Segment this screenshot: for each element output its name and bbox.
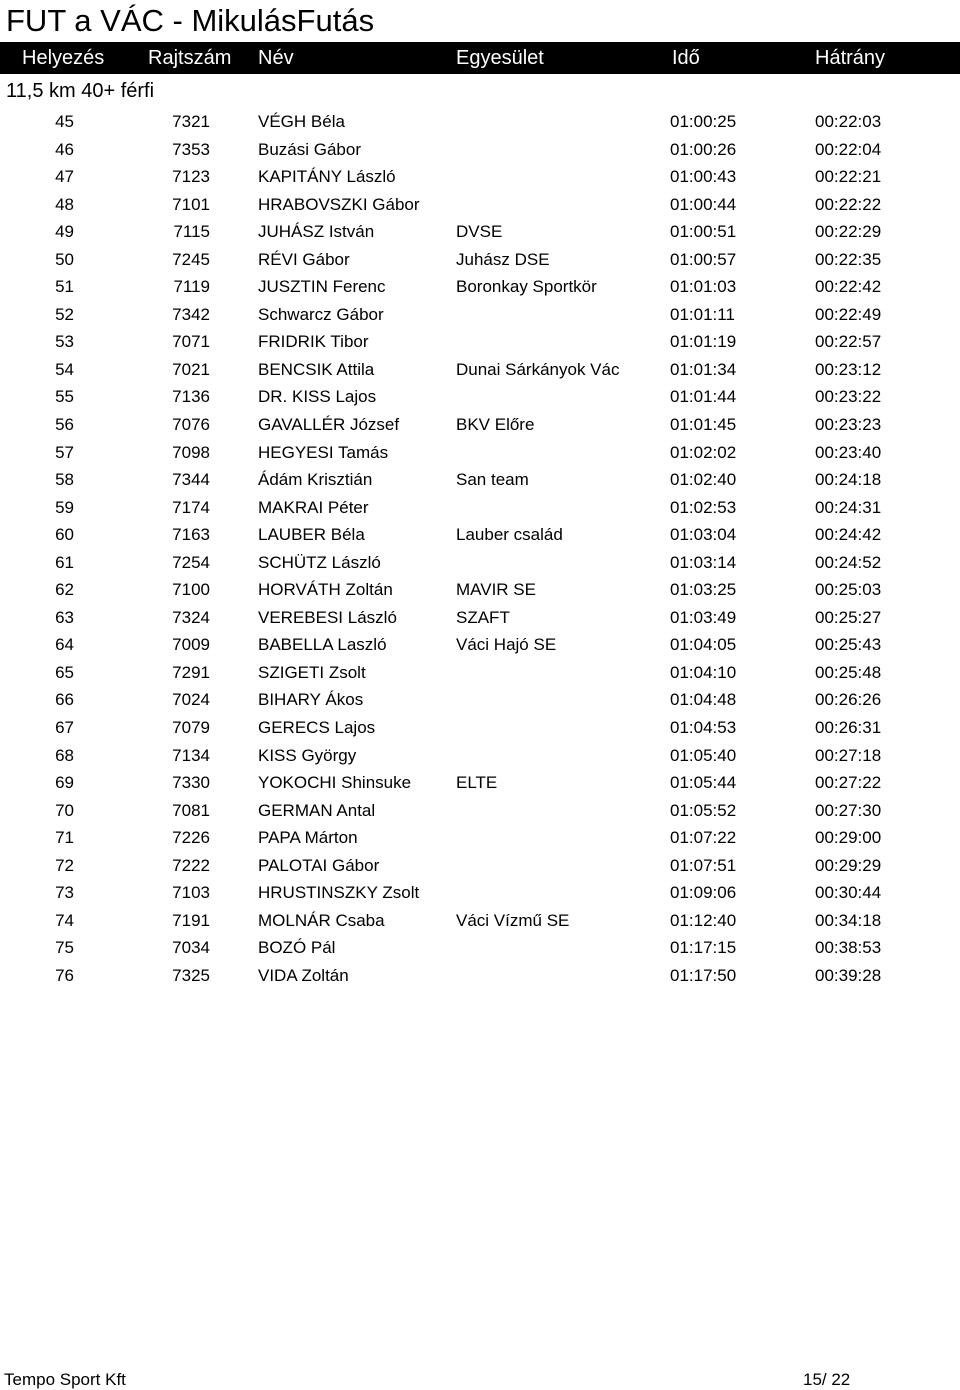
rank-cell: 61 [55,552,74,572]
club-cell: San team [456,470,529,490]
name-cell: KISS György [258,745,357,765]
bib-cell: 7024 [172,690,210,710]
bib-cell: 7353 [172,139,210,159]
rank-cell: 49 [55,222,74,242]
bib-cell: 7342 [172,304,210,324]
time-cell: 01:01:03 [670,277,737,297]
rank-cell: 73 [55,883,74,903]
name-cell: HRABOVSZKI Gábor [258,194,420,214]
rank-cell: 60 [55,525,74,545]
time-cell: 01:01:44 [670,387,737,407]
rank-cell: 70 [55,800,74,820]
table-row [0,218,960,246]
table-row [0,108,960,136]
gap-cell: 00:27:30 [815,800,882,820]
page-title: FUT a VÁC - MikulásFutás [6,3,375,38]
table-row [0,439,960,467]
name-cell: BOZÓ Pál [258,938,336,958]
table-row [0,962,960,990]
rank-cell: 65 [55,662,74,682]
time-cell: 01:04:10 [670,662,737,682]
name-cell: GERMAN Antal [258,800,376,820]
rank-cell: 56 [55,415,74,435]
gap-cell: 00:22:35 [815,249,882,269]
bib-cell: 7076 [172,415,210,435]
time-cell: 01:00:25 [670,112,737,131]
gap-cell: 00:24:42 [815,525,882,545]
table-row [0,659,960,687]
time-cell: 01:04:05 [670,635,737,655]
rank-cell: 47 [55,167,74,187]
rank-cell: 64 [55,635,74,655]
time-cell: 01:00:57 [670,249,737,269]
gap-cell: 00:29:00 [815,828,882,848]
gap-cell: 00:26:31 [815,718,882,738]
name-cell: HEGYESI Tamás [258,442,389,462]
table-row [0,466,960,494]
time-cell: 01:05:44 [670,773,737,793]
rank-cell: 74 [55,910,74,930]
name-cell: DR. KISS Lajos [258,387,377,407]
gap-cell: 00:22:04 [815,139,882,159]
gap-cell: 00:22:03 [815,112,882,131]
gap-cell: 00:26:26 [815,690,882,710]
gap-cell: 00:39:28 [815,965,882,985]
club-cell: SZAFT [456,607,510,627]
club-cell: MAVIR SE [456,580,536,600]
footer-company: Tempo Sport Kft [4,1370,126,1389]
rank-cell: 51 [55,277,74,297]
time-cell: 01:02:53 [670,497,737,517]
results-table [0,108,960,990]
rank-cell: 71 [55,828,74,848]
name-cell: JUSZTIN Ferenc [258,277,386,297]
rank-cell: 57 [55,442,74,462]
bib-cell: 7115 [173,222,210,242]
category-heading: 11,5 km 40+ férfi [6,80,155,102]
bib-cell: 7226 [172,828,210,848]
club-cell: Dunai Sárkányok Vác [456,359,620,379]
time-cell: 01:02:02 [670,442,737,462]
rank-cell: 54 [55,359,74,379]
time-cell: 01:00:44 [670,194,737,214]
header-rank: Helyezés [22,47,105,69]
name-cell: HRUSTINSZKY Zsolt [258,883,420,903]
table-row [0,714,960,742]
gap-cell: 00:34:18 [815,910,882,930]
gap-cell: 00:22:57 [815,332,882,352]
bib-cell: 7222 [172,855,210,875]
header-time: Idő [672,47,700,69]
table-row [0,301,960,329]
gap-cell: 00:38:53 [815,938,882,958]
gap-cell: 00:23:22 [815,387,882,407]
gap-cell: 00:27:22 [815,773,882,793]
club-cell: Váci Vízmű SE [456,910,570,930]
gap-cell: 00:22:22 [815,194,882,214]
bib-cell: 7191 [172,910,210,930]
name-cell: Schwarcz Gábor [258,304,384,324]
bib-cell: 7009 [172,635,210,655]
table-row [0,163,960,191]
gap-cell: 00:22:42 [815,277,882,297]
bib-cell: 7100 [172,580,210,600]
gap-cell: 00:23:40 [815,442,882,462]
time-cell: 01:17:50 [670,965,737,985]
gap-cell: 00:23:12 [815,359,882,379]
gap-cell: 00:25:43 [815,635,882,655]
table-row [0,356,960,384]
gap-cell: 00:25:48 [815,662,882,682]
table-row [0,411,960,439]
name-cell: GERECS Lajos [258,718,376,738]
name-cell: PAPA Márton [258,828,358,848]
table-row [0,824,960,852]
table-row [0,604,960,632]
time-cell: 01:03:25 [670,580,737,600]
bib-cell: 7123 [172,167,210,187]
bib-cell: 7245 [172,249,210,269]
name-cell: BENCSIK Attila [258,359,375,379]
name-cell: VIDA Zoltán [258,965,349,985]
name-cell: BABELLA Laszló [258,635,387,655]
bib-cell: 7174 [172,497,210,517]
header-name: Név [258,47,294,69]
time-cell: 01:05:52 [670,800,737,820]
rank-cell: 46 [55,139,74,159]
rank-cell: 53 [55,332,74,352]
table-row [0,549,960,577]
table-header [0,42,960,74]
gap-cell: 00:22:21 [815,167,882,187]
name-cell: MOLNÁR Csaba [258,910,385,930]
time-cell: 01:04:48 [670,690,737,710]
rank-cell: 67 [55,718,74,738]
club-cell: BKV Előre [456,415,535,435]
time-cell: 01:00:43 [670,167,737,187]
time-cell: 01:01:45 [670,415,737,435]
rank-cell: 63 [55,607,74,627]
table-row [0,934,960,962]
rank-cell: 76 [55,965,74,985]
gap-cell: 00:23:23 [815,415,882,435]
bib-cell: 7119 [173,277,210,297]
name-cell: YOKOCHI Shinsuke [258,773,412,793]
rank-cell: 55 [55,387,74,407]
time-cell: 01:03:49 [670,607,737,627]
gap-cell: 00:27:18 [815,745,882,765]
name-cell: MAKRAI Péter [258,497,369,517]
name-cell: SZIGETI Zsolt [258,662,366,682]
table-row [0,246,960,274]
name-cell: JUHÁSZ István [258,222,375,242]
rank-cell: 48 [55,194,74,214]
time-cell: 01:01:19 [670,332,737,352]
time-cell: 01:01:34 [670,359,737,379]
table-row [0,273,960,301]
gap-cell: 00:24:18 [815,470,882,490]
table-row [0,769,960,797]
table-row [0,742,960,770]
gap-cell: 00:24:52 [815,552,882,572]
time-cell: 01:07:22 [670,828,737,848]
rank-cell: 50 [55,249,74,269]
page-number: 15/ 22 [803,1370,851,1389]
bib-cell: 7291 [172,662,210,682]
time-cell: 01:05:40 [670,745,737,765]
table-row [0,879,960,907]
bib-cell: 7101 [172,194,210,214]
table-row [0,521,960,549]
rank-cell: 75 [55,938,74,958]
time-cell: 01:17:15 [670,938,737,958]
name-cell: FRIDRIK Tibor [258,332,369,352]
club-cell: DVSE [456,222,503,242]
name-cell: HORVÁTH Zoltán [258,580,393,600]
bib-cell: 7079 [172,718,210,738]
bib-cell: 7021 [172,359,210,379]
gap-cell: 00:25:03 [815,580,882,600]
rank-cell: 59 [55,497,74,517]
gap-cell: 00:22:29 [815,222,882,242]
bib-cell: 7098 [172,442,210,462]
table-row [0,136,960,164]
time-cell: 01:02:40 [670,470,737,490]
bib-cell: 7071 [172,332,210,352]
name-cell: GAVALLÉR József [258,415,400,435]
table-row [0,494,960,522]
gap-cell: 00:30:44 [815,883,882,903]
club-cell: ELTE [456,773,498,793]
rank-cell: 68 [55,745,74,765]
gap-cell: 00:22:49 [815,304,882,324]
gap-cell: 00:29:29 [815,855,882,875]
name-cell: PALOTAI Gábor [258,855,380,875]
time-cell: 01:07:51 [670,855,737,875]
bib-cell: 7134 [172,745,210,765]
name-cell: BIHARY Ákos [258,690,364,710]
table-row [0,328,960,356]
time-cell: 01:00:26 [670,139,737,159]
table-row [0,383,960,411]
table-row [0,191,960,219]
club-cell: Juhász DSE [456,249,550,269]
bib-cell: 7321 [172,112,210,131]
table-row [0,686,960,714]
bib-cell: 7330 [172,773,210,793]
bib-cell: 7254 [172,552,210,572]
rank-cell: 52 [55,304,74,324]
bib-cell: 7136 [172,387,210,407]
name-cell: Buzási Gábor [258,139,361,159]
name-cell: Ádám Krisztián [258,470,373,490]
time-cell: 01:01:11 [670,304,735,324]
table-row [0,907,960,935]
time-cell: 01:03:04 [670,525,737,545]
time-cell: 01:03:14 [670,552,737,572]
club-cell: Boronkay Sportkör [456,277,597,297]
name-cell: VÉGH Béla [258,112,345,131]
bib-cell: 7325 [172,965,210,985]
table-row [0,852,960,880]
bib-cell: 7163 [172,525,210,545]
time-cell: 01:09:06 [670,883,737,903]
club-cell: Váci Hajó SE [456,635,557,655]
header-bib: Rajtszám [148,47,232,69]
bib-cell: 7103 [172,883,210,903]
name-cell: SCHÜTZ László [258,552,381,572]
name-cell: RÉVI Gábor [258,249,350,269]
club-cell: Lauber család [456,525,563,545]
gap-cell: 00:24:31 [815,497,882,517]
bib-cell: 7324 [172,607,210,627]
rank-cell: 66 [55,690,74,710]
bib-cell: 7034 [172,938,210,958]
time-cell: 01:00:51 [670,222,737,242]
bib-cell: 7344 [172,470,210,490]
name-cell: KAPITÁNY László [258,167,396,187]
table-row [0,576,960,604]
gap-cell: 00:25:27 [815,607,882,627]
name-cell: LAUBER Béla [258,525,365,545]
rank-cell: 72 [55,855,74,875]
table-row [0,797,960,825]
header-club: Egyesület [456,47,544,69]
rank-cell: 58 [55,470,74,490]
rank-cell: 62 [55,580,74,600]
time-cell: 01:04:53 [670,718,737,738]
bib-cell: 7081 [172,800,210,820]
rank-cell: 69 [55,773,74,793]
rank-cell: 45 [55,112,74,131]
header-gap: Hátrány [815,47,886,69]
table-row [0,631,960,659]
name-cell: VEREBESI László [258,607,397,627]
time-cell: 01:12:40 [670,910,737,930]
